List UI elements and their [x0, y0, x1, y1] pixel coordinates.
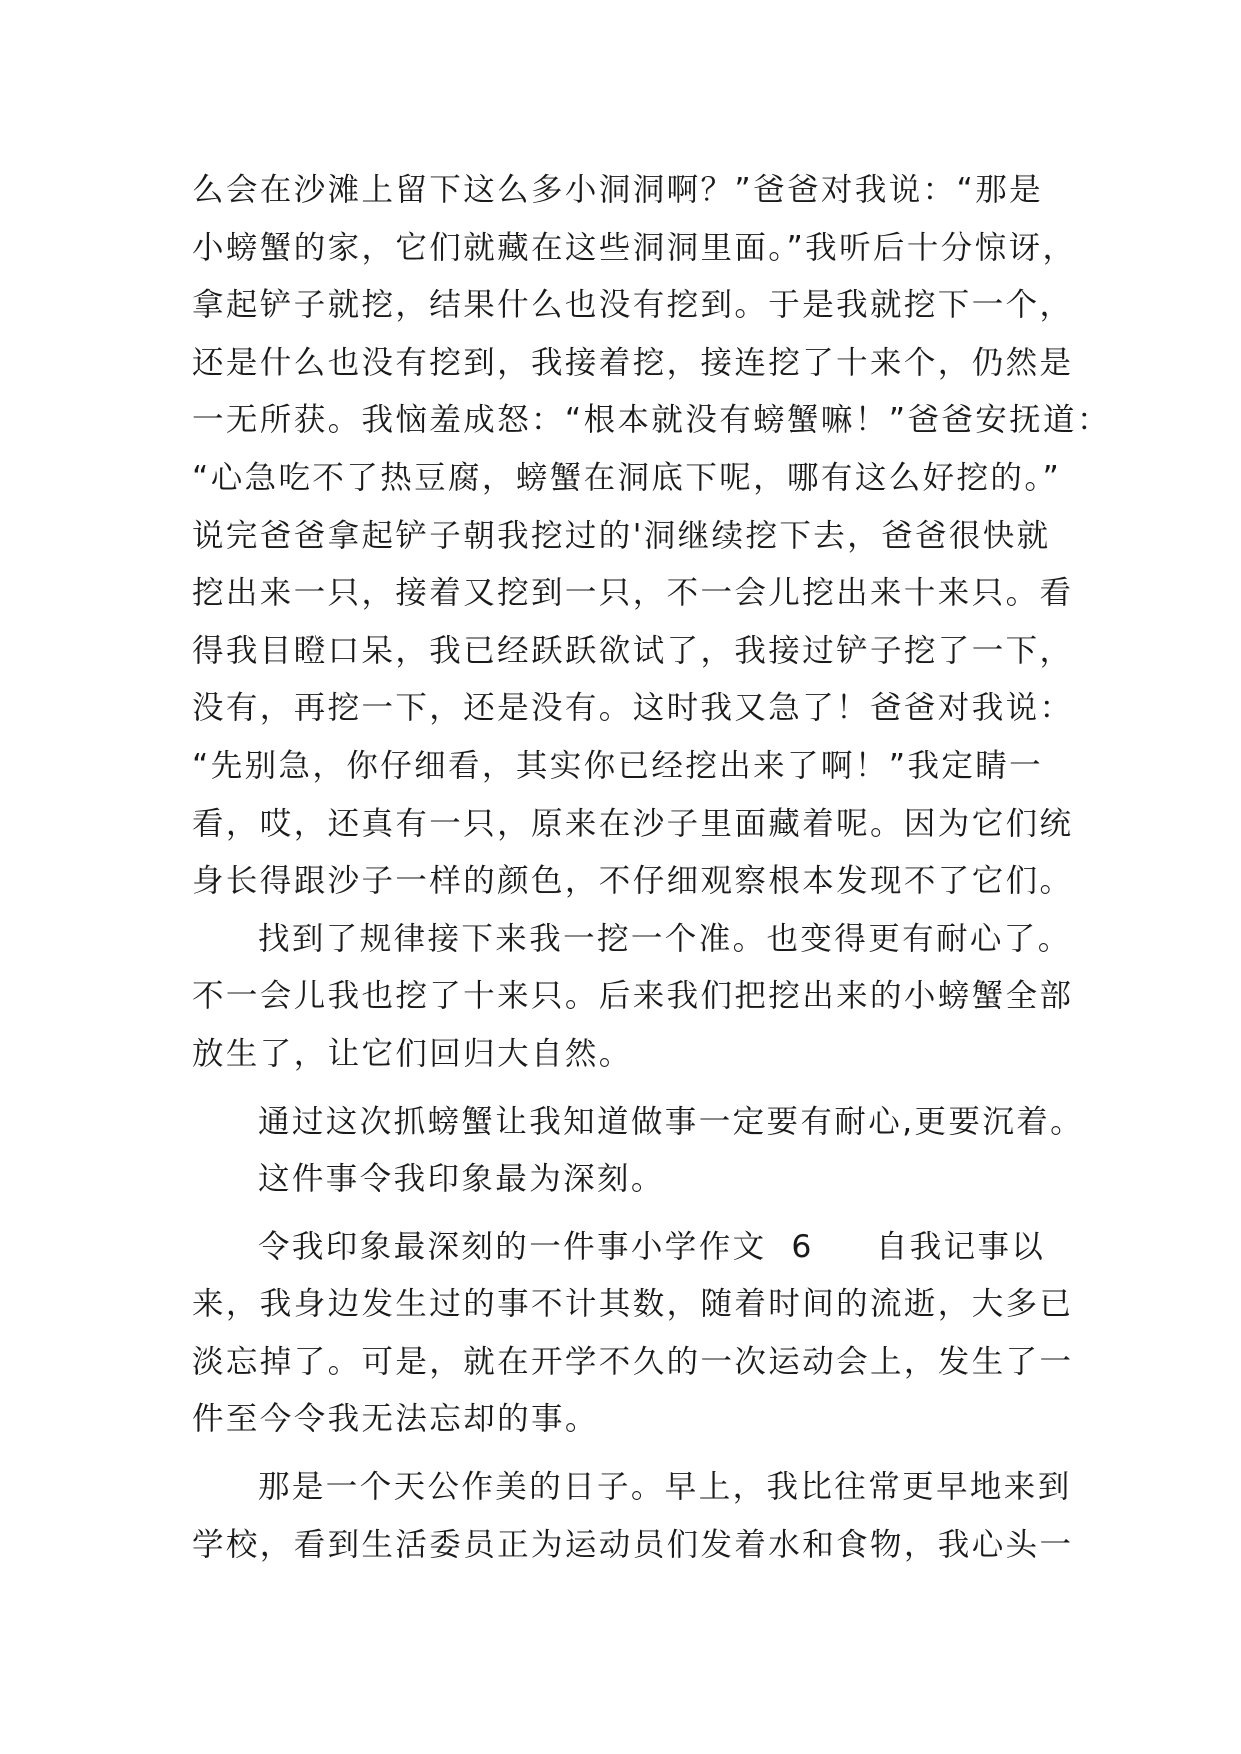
paragraph-gap — [192, 1449, 1072, 1459]
text-line: 说完爸爸拿起铲子朝我挖过的'洞继续挖下去，爸爸很快就 — [192, 517, 1051, 554]
text-line: 学校，看到生活委员正为运动员们发着水和食物，我心头一 — [192, 1526, 1074, 1563]
essay-heading-line: 令我印象最深刻的一件事小学作文 6 自我记事以 — [258, 1228, 1046, 1265]
paragraph-gap — [192, 1084, 1072, 1094]
paragraph-first-line: 那是一个天公作美的日子。早上，我比往常更早地来到 — [258, 1469, 1072, 1506]
text-line: “先别急，你仔细看，其实你已经挖出来了啊！”我定睛一 — [192, 747, 1044, 784]
paragraph-first-line: 找到了规律接下来我一挖一个准。也变得更有耐心了。 — [258, 920, 1072, 957]
text-line: 挖出来一只，接着又挖到一只，不一会儿挖出来十来只。看 — [192, 575, 1074, 612]
text-line: 么会在沙滩上留下这么多小洞洞啊？”爸爸对我说：“那是 — [192, 172, 1044, 208]
text-line: 件至今令我无法忘却的事。 — [192, 1401, 599, 1438]
text-line: 放生了，让它们回归大自然。 — [192, 1035, 633, 1072]
paragraph-first-line: 通过这次抓螃蟹让我知道做事一定要有耐心,更要沉着。 — [258, 1103, 1085, 1140]
text-line: 身长得跟沙子一样的颜色，不仔细观察根本发现不了它们。 — [192, 863, 1074, 900]
text-line: 没有，再挖一下，还是没有。这时我又急了！爸爸对我说： — [192, 690, 1074, 727]
document-body — [192, 162, 1111, 1574]
text-line: 得我目瞪口呆，我已经跃跃欲试了，我接过铲子挖了一下， — [192, 632, 1074, 669]
paragraph-gap — [192, 1209, 1072, 1219]
text-line: 来，我身边发生过的事不计其数，随着时间的流逝，大多已 — [192, 1286, 1074, 1323]
text-line: 拿起铲子就挖，结果什么也没有挖到。于是我就挖下一个， — [192, 287, 1074, 324]
text-line: 不一会儿我也挖了十来只。后来我们把挖出来的小螃蟹全部 — [192, 978, 1074, 1015]
text-line: 淡忘掉了。可是，就在开学不久的一次运动会上，发生了一 — [192, 1343, 1074, 1380]
paragraph-first-line: 这件事令我印象最为深刻。 — [258, 1161, 665, 1198]
text-line: 一无所获。我恼羞成怒：“根本就没有螃蟹嘛！”爸爸安抚道： — [192, 402, 1111, 439]
text-line: 小螃蟹的家，它们就藏在这些洞洞里面。”我听后十分惊讶， — [192, 229, 1077, 266]
text-line: “心急吃不了热豆腐，螃蟹在洞底下呢，哪有这么好挖的。” — [192, 459, 1062, 496]
text-line: 看，哎，还真有一只，原来在沙子里面藏着呢。因为它们统 — [192, 805, 1074, 842]
text-line: 还是什么也没有挖到，我接着挖，接连挖了十来个，仍然是 — [192, 344, 1074, 381]
